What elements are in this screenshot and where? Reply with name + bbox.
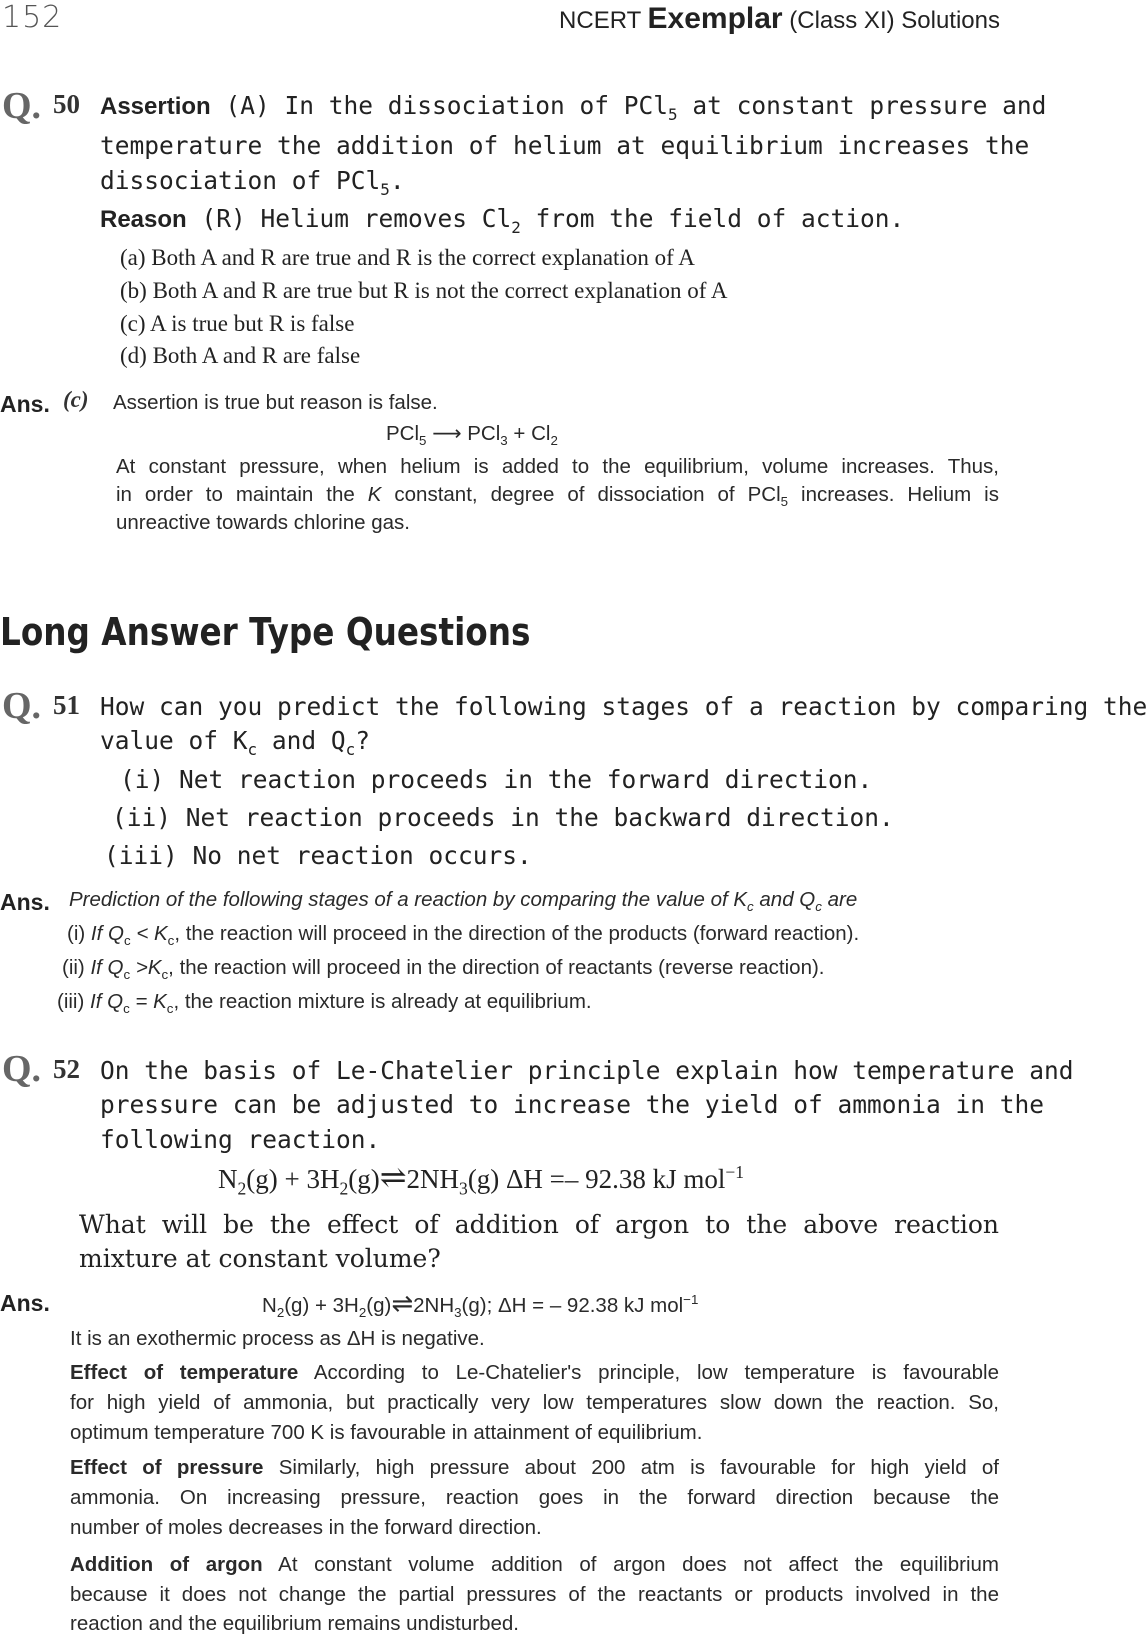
eq-left-sub: 5: [419, 433, 427, 449]
expl-line2b: constant, degree of dissociation of PCl: [381, 483, 781, 506]
expl-line2-k: K: [367, 483, 382, 506]
q51-mark: Q.: [2, 685, 42, 727]
arx-nh3: 2NH: [413, 1294, 455, 1317]
q51-item-2: (ii) Net reaction proceeds in the backward direction.: [112, 803, 894, 832]
q52-reaction: [218, 1158, 744, 1199]
q51-answer-label: Ans.: [0, 889, 50, 915]
rx-n2: N: [218, 1164, 238, 1194]
eq-plus: + Cl: [507, 422, 551, 445]
q51-ans2-sub2: c: [161, 967, 169, 983]
arx-n2: N: [262, 1294, 277, 1317]
q51-item-3: (iii) No net reaction occurs.: [104, 841, 532, 870]
arx-n2-sub: 2: [276, 1305, 285, 1321]
q51-ans1-op: < K: [130, 922, 168, 945]
q52-line2: pressure can be adjusted to increase the yield of ammonia in the: [100, 1090, 1045, 1119]
q51-intro-sub2: c: [815, 899, 822, 915]
q50-expl-line2: [116, 483, 999, 509]
q51-answer-2: [62, 956, 825, 982]
q50-mark: Q.: [2, 85, 42, 127]
q51-ans3-sub1: c: [123, 1001, 130, 1017]
q52-temp-line2: for high yield of ammonia, but practically very low temperatures slow down the reaction. So,: [70, 1391, 999, 1414]
assertion-label: Assertion: [100, 93, 211, 120]
q52-line4: What will be the effect of addition of argon to the above reaction: [79, 1210, 999, 1239]
q51-ans3-cond: If Q: [90, 990, 124, 1013]
q50-answer-key: (c): [63, 387, 89, 412]
arx-arrow: ⇌: [391, 1288, 414, 1318]
q52-pressure-line2: ammonia. On increasing pressure, reaction goes in the forward direction because the: [70, 1486, 999, 1509]
q52-pressure-line1: [70, 1456, 999, 1480]
rx-sup: −1: [725, 1162, 745, 1182]
q51-ans2-num: (ii): [62, 956, 85, 979]
q51-ans1-num: (i): [67, 922, 86, 945]
expl-line2-sub: 5: [780, 494, 789, 510]
q50-line1-sub: 5: [667, 104, 678, 124]
expl-line2a: in order to maintain the: [116, 483, 368, 506]
q50-line2: temperature the addition of helium at equilibrium increases the: [100, 131, 1030, 160]
q51-line2a: value of K: [100, 726, 248, 755]
q51-line2-sub2: c: [345, 739, 356, 759]
q50-option-c: (c) A is true but R is false: [120, 311, 355, 336]
rx-h2-sub: 2: [339, 1178, 349, 1199]
section-heading: Long Answer Type Questions: [0, 610, 531, 654]
q50-line3-sub: 5: [380, 179, 390, 199]
q51-answer-3: [57, 990, 592, 1016]
q51-ans3-rest: , the reaction mixture is already at equilibrium.: [173, 990, 592, 1013]
q50-answer-line1: Assertion is true but reason is false.: [113, 391, 438, 414]
q50-option-d: (d) Both A and R are false: [120, 343, 361, 368]
eq-left: PCl: [386, 422, 420, 445]
q51-item-1: (i) Net reaction proceeds in the forward direction.: [120, 765, 873, 794]
book-title-bold: Exemplar: [647, 2, 783, 35]
q51-ans2-op: >K: [130, 956, 162, 979]
q52-line5: mixture at constant volume?: [79, 1244, 441, 1273]
reason-text: (R) Helium removes Cl: [186, 204, 512, 233]
page-number: 152: [2, 0, 63, 35]
book-title-suffix: (Class XI) Solutions: [782, 7, 1000, 34]
rx-nh3-sub: 3: [459, 1178, 468, 1199]
q50-option-b: (b) Both A and R are true but R is not the correct explanation of A: [120, 278, 728, 303]
q50-option-a: (a) Both A and R are true and R is the correct explanation of A: [120, 245, 695, 270]
arx-nh3-sub: 3: [454, 1305, 462, 1321]
book-title-prefix: NCERT: [559, 7, 648, 34]
q51-intro-text: Prediction of the following stages of a reaction by comparing the value of K: [69, 888, 748, 911]
q51-ans1-sub1: c: [123, 933, 131, 949]
q52-mark: Q.: [2, 1048, 42, 1090]
arx-g2: (g): [366, 1294, 392, 1317]
q50-line1-end: at constant pressure and: [677, 91, 1047, 120]
expl-line2c: increases. Helium is: [788, 483, 999, 506]
pressure-label: Effect of pressure: [70, 1456, 264, 1479]
q52-argon-line1: [70, 1553, 999, 1577]
q51-ans1-cond: If Q: [90, 922, 124, 945]
arx-h2-sub: 2: [358, 1305, 367, 1321]
q51-intro-end: are: [821, 888, 858, 911]
temp-line1-text: According to Le-Chatelier's principle, low temperature is favourable: [298, 1361, 999, 1384]
q52-number: 52: [53, 1054, 80, 1084]
reason-end: from the field of action.: [520, 204, 905, 233]
q52-argon-line3: reaction and the equilibrium remains undisturbed.: [70, 1612, 519, 1635]
q51-intro-sub1: c: [747, 899, 754, 915]
eq-arrow: ⟶: [432, 422, 462, 445]
q51-line2c: ?: [355, 726, 370, 755]
q51-line2b: and Q: [257, 726, 346, 755]
eq-right1: PCl: [467, 422, 501, 445]
q52-pressure-line3: number of moles decreases in the forward direction.: [70, 1516, 542, 1539]
q52-answer-label: Ans.: [0, 1290, 50, 1316]
q50-line3-end: .: [389, 166, 405, 195]
q50-expl-line1: At constant pressure, when helium is added to the equilibrium, volume increases. Thus,: [116, 455, 999, 478]
q52-temp-line3: optimum temperature 700 K is favourable in attainment of equilibrium.: [70, 1421, 703, 1444]
q52-line1: On the basis of Le-Chatelier principle explain how temperature and: [100, 1056, 1074, 1085]
eq-right2-sub: 2: [550, 433, 558, 449]
q51-intro-mid: and Q: [753, 888, 816, 911]
q51-line1: How can you predict the following stages of a reaction by comparing the: [100, 692, 1147, 721]
arx-g3: (g); ΔH = – 92.38 kJ mol: [461, 1294, 684, 1317]
q51-ans2-rest: , the reaction will proceed in the direction of reactants (reverse reaction).: [168, 956, 825, 979]
book-title: [559, 2, 1000, 36]
q51-ans3-op: = K: [129, 990, 167, 1013]
reason-label: Reason: [100, 206, 187, 233]
q52-answer-reaction: [262, 1288, 698, 1320]
q51-line2-sub1: c: [247, 739, 258, 759]
rx-g3: (g) ΔH =– 92.38 kJ mol: [467, 1164, 726, 1194]
q52-argon-line2: because it does not change the partial pressures of the reactants or products involved in the: [70, 1583, 999, 1606]
reason-sub: 2: [511, 217, 521, 237]
argon-line1-text: At constant volume addition of argon does not affect the equilibrium: [262, 1553, 1000, 1576]
temp-label: Effect of temperature: [70, 1361, 299, 1384]
q51-answer-1: [67, 922, 859, 948]
q50-number: 50: [53, 89, 80, 119]
pressure-line1-text: Similarly, high pressure about 200 atm is favourable for high yield of: [263, 1456, 999, 1479]
eq-right1-sub: 3: [500, 433, 508, 449]
argon-label: Addition of argon: [70, 1553, 263, 1576]
q51-ans3-num: (iii): [57, 990, 85, 1013]
rx-g2: (g): [348, 1164, 380, 1194]
q50-reason: [100, 204, 904, 237]
q50-answer-label: Ans.: [0, 391, 50, 417]
q51-ans2-cond: If Q: [90, 956, 124, 979]
q50-equation: [386, 421, 558, 448]
q51-line2: [100, 726, 370, 759]
q51-number: 51: [53, 690, 80, 720]
arx-sup: −1: [683, 1292, 699, 1308]
rx-nh3: 2NH: [406, 1164, 460, 1194]
q52-temp-line1: [70, 1361, 999, 1385]
q51-ans1-rest: , the reaction will proceed in the direction of the products (forward reaction).: [174, 922, 860, 945]
arx-g1: (g) + 3H: [284, 1294, 359, 1317]
q50-line1: [100, 91, 1047, 124]
q51-answer-intro: [69, 888, 857, 914]
rx-arrow: ⇌: [379, 1159, 407, 1195]
q50-line1-text: (A) In the dissociation of PCl: [225, 91, 668, 120]
q51-ans1-sub2: c: [167, 933, 175, 949]
q50-expl-line3: unreactive towards chlorine gas.: [116, 511, 410, 534]
rx-n2-sub: 2: [237, 1178, 247, 1199]
q50-line3-text: dissociation of PCl: [100, 166, 381, 195]
q51-ans2-sub1: c: [123, 967, 131, 983]
q52-line3: following reaction.: [100, 1125, 381, 1154]
rx-g1: (g) + 3H: [246, 1164, 340, 1194]
q51-ans3-sub2: c: [166, 1001, 174, 1017]
q50-line3: [100, 166, 405, 199]
q52-exo: It is an exothermic process as ΔH is negative.: [70, 1327, 485, 1350]
